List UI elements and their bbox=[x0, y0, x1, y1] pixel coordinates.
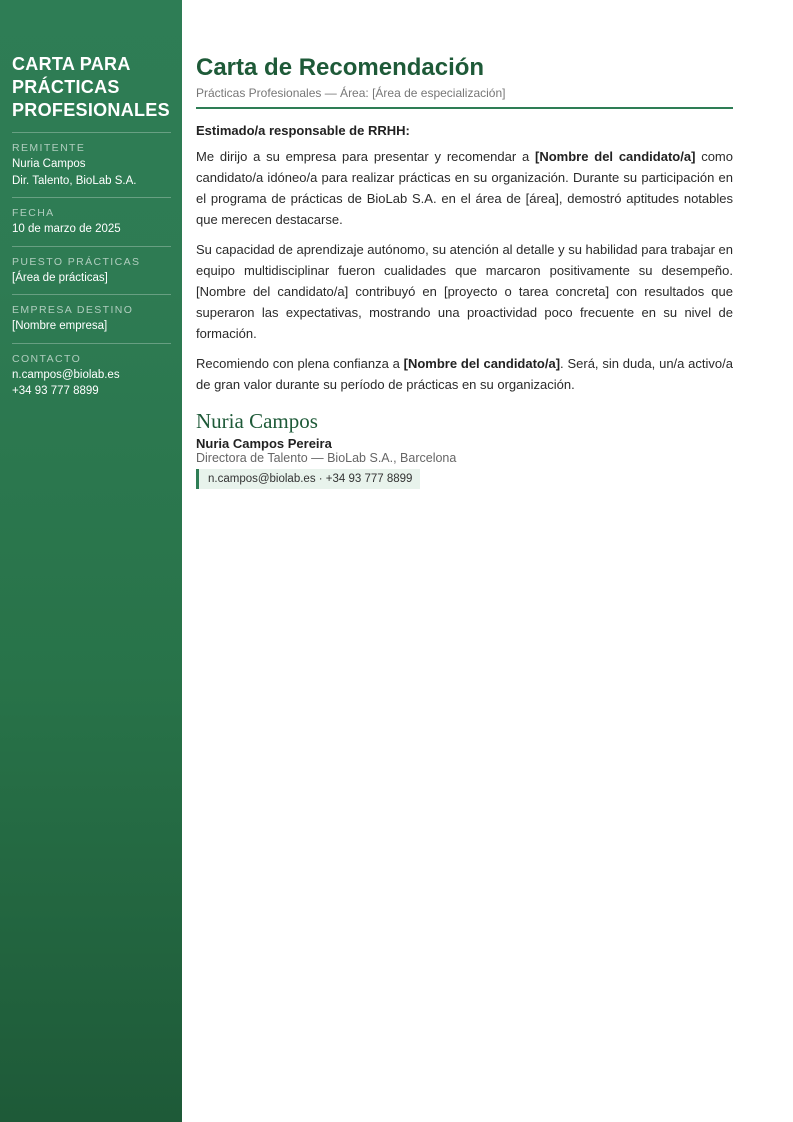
sidebar-section-contact bbox=[12, 344, 171, 408]
signature-contact: n.campos@biolab.es · +34 93 777 8899 bbox=[196, 469, 420, 489]
section-label: REMITENTE bbox=[12, 142, 86, 154]
candidate-name-placeholder: [Nombre del candidato/a] bbox=[403, 356, 561, 371]
paragraph-3 bbox=[196, 353, 733, 395]
paragraph-text: Me dirijo a su empresa para presentar y recomendar a bbox=[196, 149, 536, 164]
paragraph-text: como candidato/a idóneo/a para realizar prácticas en su organización. Durante su participación en el programa de prácticas de BioLab S.A. en el área de [área], demostró aptitudes notables que merecen destacarse. bbox=[196, 149, 733, 227]
sidebar-section-date bbox=[12, 198, 171, 246]
sidebar bbox=[0, 0, 182, 1122]
sidebar-section-sender bbox=[12, 133, 171, 197]
greeting: Estimado/a responsable de RRHH: bbox=[196, 123, 410, 138]
page-subtitle: Prácticas Profesionales — Área: [Área de especialización] bbox=[196, 86, 506, 100]
letter-body bbox=[196, 53, 733, 489]
signature-full-name: Nuria Campos Pereira bbox=[196, 436, 332, 451]
paragraph-text: Recomiendo con plena confianza a bbox=[196, 356, 404, 371]
company-value: [Nombre empresa] bbox=[12, 320, 108, 332]
position-value: [Área de prácticas] bbox=[12, 271, 108, 284]
contact-email: n.campos@biolab.es bbox=[12, 368, 120, 381]
contact-phone: +34 93 777 8899 bbox=[12, 385, 99, 397]
page-title: Carta de Recomendación bbox=[196, 54, 485, 81]
sidebar-title-line: PROFESIONALES bbox=[12, 100, 170, 120]
section-label: PUESTO PRÁCTICAS bbox=[12, 255, 141, 268]
signature-script: Nuria Campos bbox=[196, 409, 318, 433]
section-label: CONTACTO bbox=[12, 352, 82, 365]
sidebar-title-line: CARTA PARA bbox=[12, 54, 131, 74]
section-label: EMPRESA DESTINO bbox=[12, 304, 134, 316]
paragraph-1 bbox=[196, 146, 733, 230]
sidebar-section-position bbox=[12, 247, 171, 295]
section-label: FECHA bbox=[12, 207, 55, 219]
paragraph-2 bbox=[196, 239, 733, 344]
sidebar-title-line: PRÁCTICAS bbox=[12, 77, 120, 97]
paragraph-text: Su capacidad de aprendizaje autónomo, su atención al detalle y su habilidad para trabajar en equipo multidisciplinar fueron cualidades que marcaron positivamente su desempeño. [Nombre del candidato/a] contribuyó en [proyecto o tarea concreta] con resultados que superaron las expectativas, mostrando una proactividad poco frecuente en su nivel de formación. bbox=[196, 242, 733, 341]
date-value: 10 de marzo de 2025 bbox=[12, 223, 121, 235]
candidate-name-placeholder: [Nombre del candidato/a] bbox=[535, 149, 696, 164]
sender-name: Nuria Campos bbox=[12, 158, 86, 170]
sidebar-title bbox=[12, 53, 171, 122]
sidebar-section-company bbox=[12, 295, 171, 343]
sender-role: Dir. Talento, BioLab S.A. bbox=[12, 174, 137, 187]
paragraph-text: . Será, sin duda, un/a activo/a de gran valor durante su período de prácticas en su organización. bbox=[196, 356, 733, 392]
signature-role: Directora de Talento — BioLab S.A., Barcelona bbox=[196, 451, 457, 465]
title-rule bbox=[196, 107, 733, 109]
